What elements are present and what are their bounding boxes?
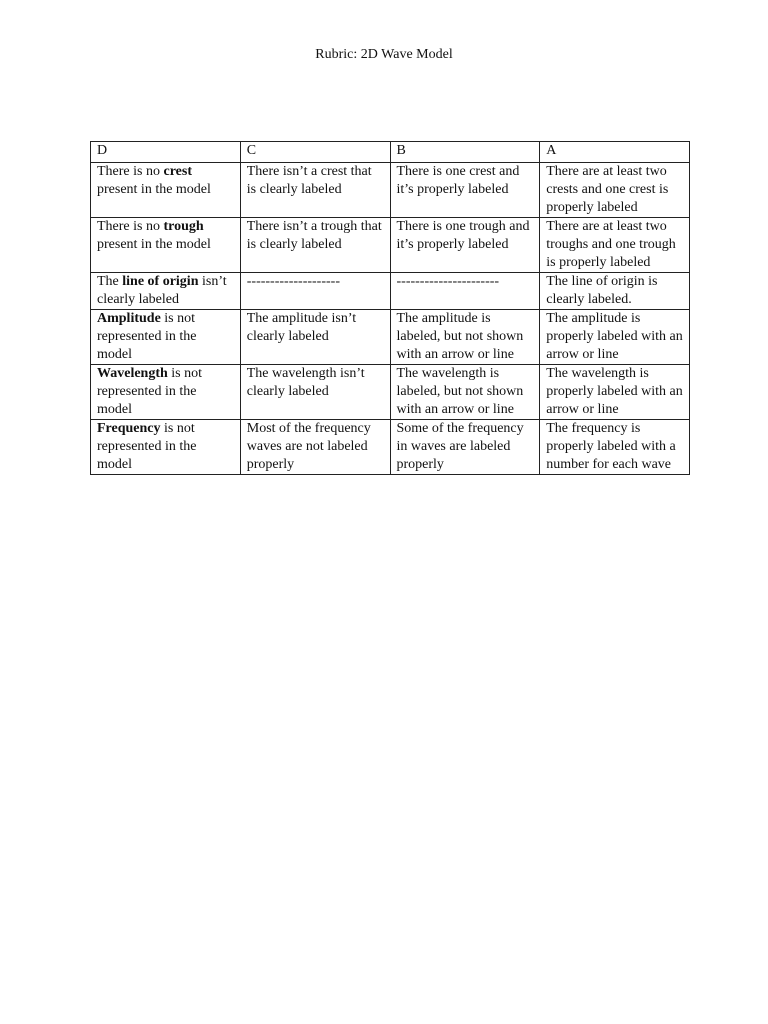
table-row-frequency [91, 420, 690, 475]
cell-c: There isn’t a crest that is clearly labeled [240, 163, 390, 218]
header-b: B [390, 142, 540, 163]
cell-b: Some of the frequency in waves are labeled properly [390, 420, 540, 475]
cell-a: The wavelength is properly labeled with an arrow or line [540, 365, 690, 420]
cell-c: The wavelength isn’t clearly labeled [240, 365, 390, 420]
header-a: A [540, 142, 690, 163]
cell-d: There is no crest present in the model [91, 163, 241, 218]
cell-d: The line of origin isn’t clearly labeled [91, 273, 241, 310]
table-row-crest [91, 163, 690, 218]
table-row-amplitude [91, 310, 690, 365]
header-d: D [91, 142, 241, 163]
cell-d: Frequency is not represented in the model [91, 420, 241, 475]
table-row-trough [91, 218, 690, 273]
table-row-wavelength [91, 365, 690, 420]
cell-c: Most of the frequency waves are not labeled properly [240, 420, 390, 475]
cell-d: Amplitude is not represented in the model [91, 310, 241, 365]
cell-b: There is one trough and it’s properly labeled [390, 218, 540, 273]
cell-c: There isn’t a trough that is clearly labeled [240, 218, 390, 273]
rubric-table [90, 141, 690, 475]
header-row [91, 142, 690, 163]
cell-b: The amplitude is labeled, but not shown with an arrow or line [390, 310, 540, 365]
table-row-line-of-origin [91, 273, 690, 310]
cell-a: The line of origin is clearly labeled. [540, 273, 690, 310]
cell-d: Wavelength is not represented in the model [91, 365, 241, 420]
cell-c: The amplitude isn’t clearly labeled [240, 310, 390, 365]
cell-a: The amplitude is properly labeled with an arrow or line [540, 310, 690, 365]
cell-d: There is no trough present in the model [91, 218, 241, 273]
cell-b: The wavelength is labeled, but not shown with an arrow or line [390, 365, 540, 420]
cell-c: -------------------- [240, 273, 390, 310]
cell-a: There are at least two crests and one crest is properly labeled [540, 163, 690, 218]
cell-b: There is one crest and it’s properly labeled [390, 163, 540, 218]
cell-a: There are at least two troughs and one trough is properly labeled [540, 218, 690, 273]
cell-b: ---------------------- [390, 273, 540, 310]
header-c: C [240, 142, 390, 163]
page-title: Rubric: 2D Wave Model [315, 47, 453, 62]
cell-a: The frequency is properly labeled with a number for each wave [540, 420, 690, 475]
